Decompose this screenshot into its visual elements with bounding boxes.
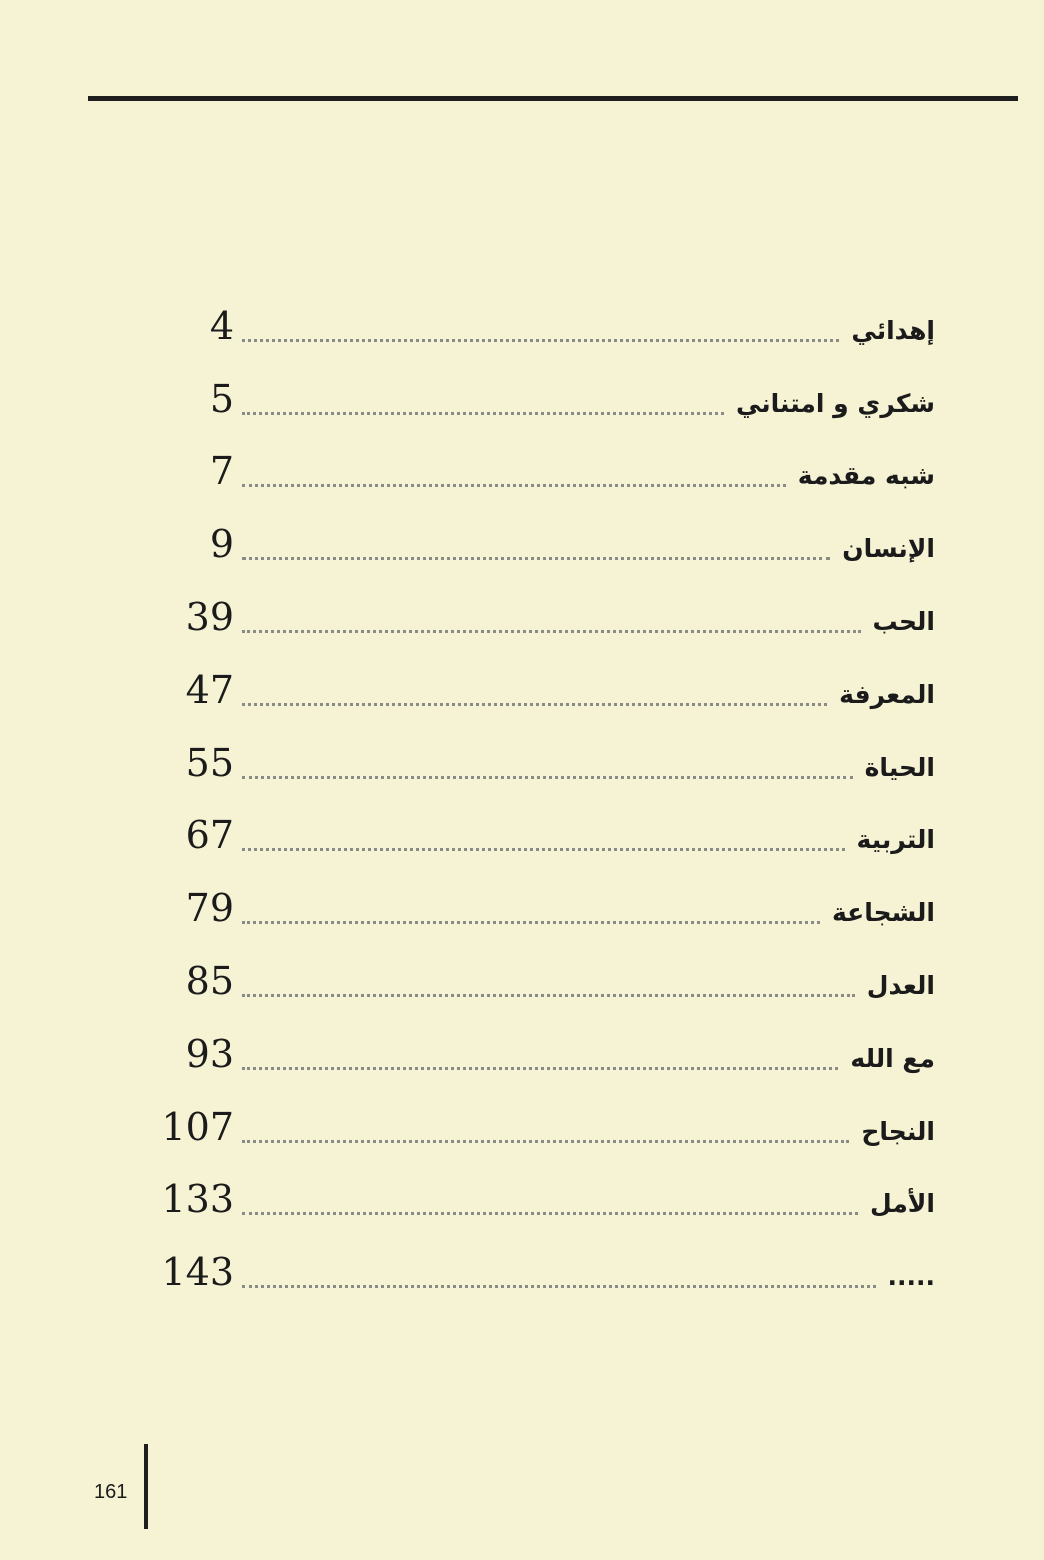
toc-entry-title: شكري و امتناني	[735, 388, 935, 418]
table-of-contents	[160, 287, 935, 1306]
toc-entry-title: العدل	[866, 970, 935, 1000]
folio-rule	[144, 1444, 148, 1529]
toc-dot-leader	[242, 848, 845, 851]
toc-entry	[160, 869, 935, 942]
toc-dot-leader	[242, 557, 830, 560]
toc-entry	[160, 797, 935, 870]
toc-dot-leader	[242, 1140, 849, 1143]
toc-dot-leader	[242, 339, 839, 342]
toc-entry	[160, 287, 935, 360]
toc-entry-page: 143	[161, 1250, 234, 1295]
toc-entry-title: الإنسان	[842, 534, 935, 564]
toc-entry-title: الحب	[872, 606, 935, 636]
toc-entry-page: 133	[161, 1177, 234, 1222]
toc-entry-title: الحياة	[864, 752, 935, 782]
toc-entry-page: 93	[185, 1031, 234, 1076]
toc-entry	[160, 433, 935, 506]
toc-entry-title: النجاح	[861, 1116, 935, 1146]
folio-page-number: 161	[94, 1481, 128, 1503]
toc-dot-leader	[242, 1212, 858, 1215]
toc-entry-title: مع الله	[850, 1043, 935, 1073]
toc-dot-leader	[242, 994, 855, 997]
toc-entry	[160, 651, 935, 724]
toc-dot-leader	[242, 703, 827, 706]
toc-entry-title: الشجاعة	[831, 898, 935, 928]
toc-entry-title: إهدائي	[851, 315, 935, 345]
toc-entry	[160, 1015, 935, 1088]
toc-entry-page: 85	[185, 958, 234, 1003]
toc-entry	[160, 1161, 935, 1234]
toc-entry-title: .....	[887, 1262, 935, 1292]
toc-entry	[160, 360, 935, 433]
toc-dot-leader	[242, 921, 820, 924]
toc-entry-page: 47	[185, 667, 234, 712]
toc-entry-title: الأمل	[870, 1189, 935, 1219]
toc-dot-leader	[242, 484, 786, 487]
toc-dot-leader	[242, 630, 861, 633]
toc-entry-title: التربية	[856, 825, 935, 855]
toc-entry	[160, 724, 935, 797]
toc-entry	[160, 578, 935, 651]
toc-entry-page: 7	[209, 449, 234, 494]
toc-entry-page: 67	[185, 813, 234, 858]
toc-entry	[160, 1233, 935, 1306]
toc-entry-title: المعرفة	[839, 679, 935, 709]
toc-dot-leader	[242, 776, 853, 779]
toc-entry-page: 107	[161, 1104, 234, 1149]
toc-entry-page: 9	[209, 522, 234, 567]
toc-entry-page: 79	[185, 886, 234, 931]
toc-entry	[160, 505, 935, 578]
toc-dot-leader	[242, 1285, 876, 1288]
toc-entry	[160, 942, 935, 1015]
toc-entry	[160, 1088, 935, 1161]
toc-dot-leader	[242, 412, 724, 415]
toc-entry-page: 4	[209, 303, 234, 348]
top-rule	[88, 96, 1018, 101]
toc-entry-page: 55	[185, 740, 234, 785]
toc-entry-page: 39	[185, 594, 234, 639]
toc-entry-page: 5	[209, 376, 234, 421]
toc-dot-leader	[242, 1067, 838, 1070]
toc-entry-title: شبه مقدمة	[797, 461, 935, 491]
